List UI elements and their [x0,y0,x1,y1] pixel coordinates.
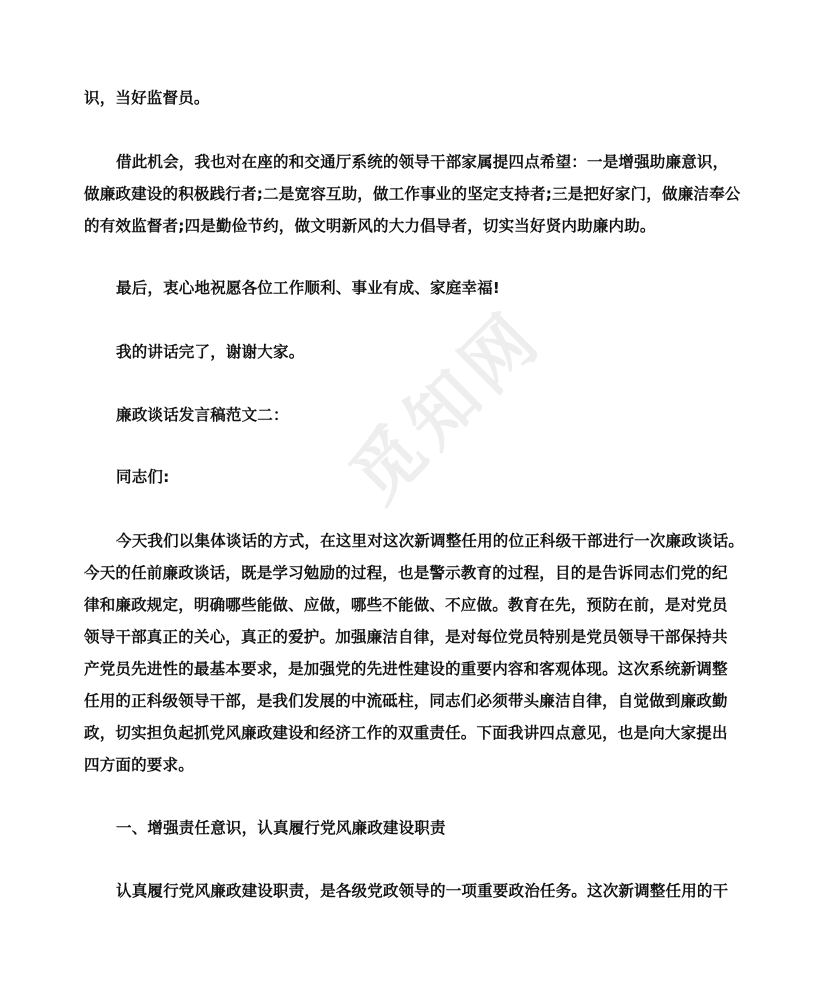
paragraph-line: 政，切实担负起抓党风廉政建设和经济工作的双重责任。下面我讲四点意见，也是向大家提出 [84,724,728,742]
paragraph-line: 的有效监督者;四是勤俭节约，做文明新风的大力倡导者，切实当好贤内助廉内助。 [84,217,656,235]
paragraph-line: 领导干部真正的关心，真正的爱护。加强廉洁自律，是对每位党员特别是党员领导干部保持共 [84,628,728,646]
paragraph-line: 最后，衷心地祝愿各位工作顺利、事业有成、家庭幸福! [116,279,501,297]
paragraph-line: 我的讲话完了，谢谢大家。 [116,343,305,361]
paragraph-line: 律和廉政规定，明确哪些能做、应做，哪些不能做、不应做。教育在先，预防在前，是对党员 [84,596,728,614]
paragraph-line: 今天我们以集体谈话的方式，在这里对这次新调整任用的位正科级干部进行一次廉政谈话。 [116,532,745,550]
paragraph-line: 今天的任前廉政谈话，既是学习勉励的过程，也是警示教育的过程，目的是告诉同志们党的纪 [84,564,728,582]
salutation: 同志们: [116,468,170,486]
paragraph-line: 产党员先进性的最基本要求，是加强党的先进性建设的重要内容和客观体现。这次系统新调整 [84,660,728,678]
section-title: 廉政谈话发言稿范文二： [116,406,289,424]
paragraph-line: 做廉政建设的积极践行者;二是宽容互助，做工作事业的坚定支持者;三是把好家门，做廉洁奉公 [84,185,741,203]
watermark-text: 觅知网 [334,294,558,519]
paragraph-line: 借此机会，我也对在座的和交通厅系统的领导干部家属提四点希望：一是增强助廉意识， [116,153,729,171]
paragraph-line: 四方面的要求。 [84,756,194,774]
watermark [211,181,649,619]
section-heading: 一、增强责任意识，认真履行党风廉政建设职责 [116,819,446,837]
paragraph-line: 认真履行党风廉政建设职责，是各级党政领导的一项重要政治任务。这次新调整任用的干 [116,882,729,900]
paragraph-line: 识，当好监督员。 [84,89,210,107]
paragraph-line: 任用的正科级领导干部，是我们发展的中流砥柱，同志们必须带头廉洁自律，自觉做到廉政勤 [84,692,728,710]
